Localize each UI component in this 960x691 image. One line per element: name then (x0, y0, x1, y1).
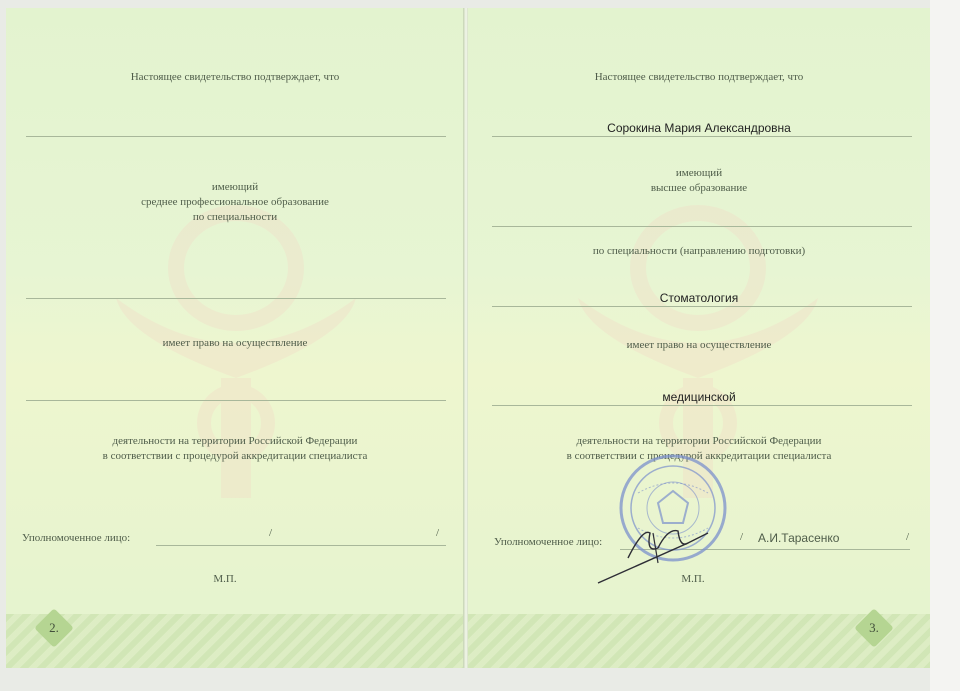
slash-2: / (436, 527, 440, 539)
qualification-line-1: имеющий (211, 181, 259, 193)
medical-emblem-watermark (96, 188, 376, 518)
qualification-line-2: высшее образование (650, 182, 748, 194)
qualification-line (492, 226, 912, 227)
slash-1: / (740, 531, 744, 543)
specialty-line (26, 298, 446, 299)
authorized-label: Уполномоченное лицо: (494, 536, 603, 548)
certificate-page-right (468, 8, 930, 668)
activity-type: медицинской (662, 390, 736, 404)
name-line (492, 136, 912, 137)
holder-name: Сорокина Мария Александровна (607, 121, 791, 135)
intro-text: Настоящее свидетельство подтверждает, что (130, 71, 340, 83)
name-line (26, 136, 446, 137)
qualification-line-1: имеющий (675, 167, 723, 179)
page-number: 3. (869, 620, 879, 635)
specialty-label: по специальности (направлению подготовки) (592, 245, 806, 257)
signature-icon (588, 503, 738, 593)
seal-place: М.П. (213, 573, 237, 585)
right-to-text: имеет право на осуществление (626, 339, 772, 351)
specialty-line (492, 306, 912, 307)
authorized-label: Уполномоченное лицо: (22, 532, 131, 544)
activity-line-1: деятельности на территории Российской Федерации (112, 435, 358, 447)
certificate-page-left (6, 8, 465, 668)
specialty-value: Стоматология (659, 291, 739, 305)
qualification-line-2: среднее профессиональное образование (141, 196, 329, 208)
qualification-line-3: по специальности (192, 211, 278, 223)
slash-2: / (906, 531, 910, 543)
page-margin (930, 0, 960, 691)
activity-line-2: в соответствии с процедурой аккредитации специалиста (566, 450, 832, 462)
intro-text: Настоящее свидетельство подтверждает, что (594, 71, 804, 83)
right-to-text: имеет право на осуществление (162, 337, 308, 349)
signature-line (156, 545, 446, 546)
page-number-badge (854, 608, 894, 648)
activity-line (26, 400, 446, 401)
activity-line-2: в соответствии с процедурой аккредитации специалиста (102, 450, 368, 462)
activity-line-1: деятельности на территории Российской Федерации (576, 435, 822, 447)
slash-1: / (269, 527, 273, 539)
decorative-border (6, 614, 464, 668)
seal-place: М.П. (681, 573, 705, 585)
activity-line (492, 405, 912, 406)
page-number-badge (34, 608, 74, 648)
page-number: 2. (49, 620, 59, 635)
signatory-name: А.И.Тарасенко (758, 531, 840, 545)
